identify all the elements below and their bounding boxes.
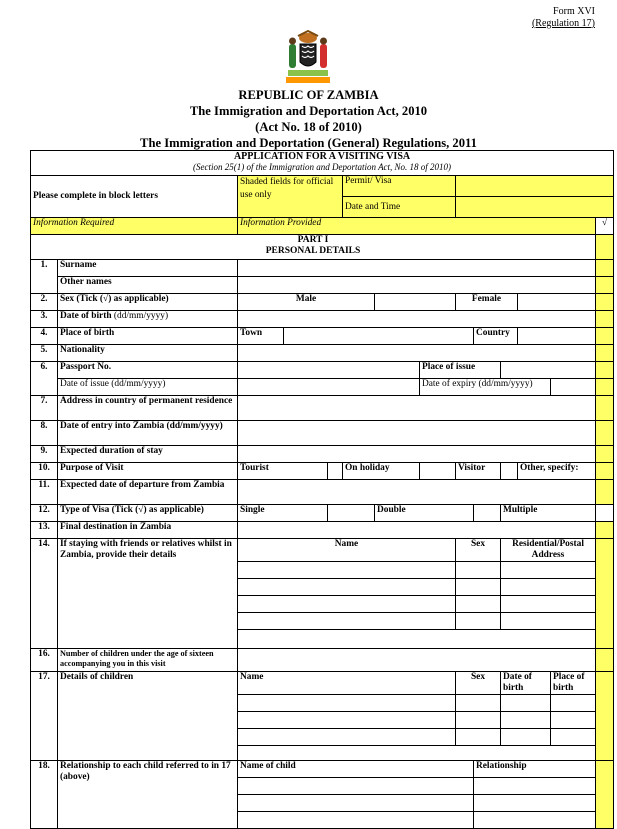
form-number-label: Form XVI xyxy=(553,6,595,17)
relationship-child-name-field[interactable] xyxy=(238,795,474,812)
relationship-field[interactable] xyxy=(474,795,596,812)
friends-relatives-label: If staying with friends or relatives whilst in Zambia, provide their details xyxy=(58,539,238,649)
tick-header: √ xyxy=(596,218,614,235)
friends-address-header: Residential/Postal Address xyxy=(501,539,596,562)
duration-of-stay-field[interactable] xyxy=(238,446,596,463)
row-number: 7. xyxy=(31,396,58,421)
multiple-tick-box[interactable] xyxy=(596,505,614,522)
children-count-field[interactable] xyxy=(238,649,596,672)
date-time-label: Date and Time xyxy=(343,197,456,218)
row-number: 4. xyxy=(31,328,58,345)
country-field[interactable] xyxy=(518,328,596,345)
child-name-col-header: Name of child xyxy=(238,761,474,778)
single-tick-box[interactable] xyxy=(328,505,375,522)
date-of-birth-format: (dd/mm/yyyy) xyxy=(113,311,169,321)
header-republic: REPUBLIC OF ZAMBIA xyxy=(238,88,379,102)
row-number: 1. xyxy=(31,260,58,294)
part-number: PART I xyxy=(297,235,329,245)
friend-name-field[interactable] xyxy=(238,562,456,579)
row-number: 11. xyxy=(31,480,58,505)
child-pob-field[interactable] xyxy=(551,729,596,746)
block-letters-note: Please complete in block letters xyxy=(31,176,238,218)
tick-cell xyxy=(596,311,614,328)
tick-cell xyxy=(596,294,614,311)
section-reference: (Section 25(1) of the Immigration and Deportation Act, No. 18 of 2010) xyxy=(193,162,452,172)
final-destination-field[interactable] xyxy=(238,522,596,539)
relationship-field[interactable] xyxy=(474,812,596,829)
friends-sex-header: Sex xyxy=(456,539,501,562)
passport-number-field[interactable] xyxy=(238,362,420,379)
sex-male-tick-box[interactable] xyxy=(375,294,456,311)
friend-sex-field[interactable] xyxy=(456,613,501,630)
date-of-birth-label-cell xyxy=(58,311,238,328)
friends-name-header: Name xyxy=(238,539,456,562)
row-number: 18. xyxy=(31,761,58,829)
date-of-issue-field[interactable] xyxy=(238,379,420,396)
relationship-col-header: Relationship xyxy=(474,761,596,778)
visa-type-label: Type of Visa (Tick (√) as applicable) xyxy=(58,505,238,522)
tick-cell xyxy=(596,345,614,362)
child-relationship-label: Relationship to each child referred to in 17 (above) xyxy=(58,761,238,829)
tick-cell xyxy=(596,761,614,829)
purpose-of-visit-label: Purpose of Visit xyxy=(58,463,238,480)
town-field[interactable] xyxy=(284,328,474,345)
tick-cell xyxy=(596,649,614,672)
visitor-tick-box[interactable] xyxy=(501,463,518,480)
children-details-label: Details of children xyxy=(58,672,238,761)
row-number: 12. xyxy=(31,505,58,522)
sex-female-option: Female xyxy=(456,294,518,311)
departure-date-label: Expected date of departure from Zambia xyxy=(58,480,238,505)
date-of-entry-label: Date of entry into Zambia (dd/mm/yyyy) xyxy=(58,421,238,446)
header-act-number: (Act No. 18 of 2010) xyxy=(255,120,362,134)
tick-cell xyxy=(596,421,614,446)
date-of-expiry-field[interactable] xyxy=(551,379,596,396)
permanent-address-label: Address in country of permanent residence xyxy=(58,396,238,421)
duration-of-stay-label: Expected duration of stay xyxy=(58,446,238,463)
surname-field[interactable] xyxy=(238,260,596,277)
tick-cell xyxy=(596,522,614,539)
row-number: 9. xyxy=(31,446,58,463)
nationality-field[interactable] xyxy=(238,345,596,362)
date-of-birth-label: Date of birth xyxy=(60,311,112,321)
form-title: APPLICATION FOR A VISITING VISA xyxy=(233,151,411,162)
visa-application-form xyxy=(30,150,614,829)
information-provided-header: Information Provided xyxy=(238,218,596,235)
child-dob-field[interactable] xyxy=(501,712,551,729)
multiple-option: Multiple xyxy=(501,505,596,522)
tick-cell xyxy=(596,277,614,294)
sex-male-option: Male xyxy=(238,294,375,311)
row-number: 13. xyxy=(31,522,58,539)
official-use-note: Shaded fields for official use only xyxy=(238,176,343,218)
friend-address-field[interactable] xyxy=(501,613,596,630)
relationship-field[interactable] xyxy=(474,778,596,795)
friend-name-field[interactable] xyxy=(238,596,456,613)
row-number: 17. xyxy=(31,672,58,761)
row-number: 8. xyxy=(31,421,58,446)
child-name-field[interactable] xyxy=(238,712,456,729)
zambia-coat-of-arms-icon xyxy=(278,30,338,86)
tick-cell xyxy=(596,672,614,761)
single-option: Single xyxy=(238,505,328,522)
country-label: Country xyxy=(474,328,518,345)
friend-address-field[interactable] xyxy=(501,596,596,613)
double-tick-box[interactable] xyxy=(474,505,501,522)
children-extra-space[interactable] xyxy=(238,746,596,761)
row-number: 3. xyxy=(31,311,58,328)
friends-extra-space[interactable] xyxy=(238,630,596,649)
information-required-header: Information Required xyxy=(31,218,238,235)
child-pob-field[interactable] xyxy=(551,695,596,712)
child-dob-header: Date of birth xyxy=(501,672,551,695)
row-number: 2. xyxy=(31,294,58,311)
town-label: Town xyxy=(238,328,284,345)
row-number: 5. xyxy=(31,345,58,362)
other-names-label: Other names xyxy=(58,277,238,294)
friend-address-field[interactable] xyxy=(501,579,596,596)
place-of-issue-label: Place of issue xyxy=(420,362,501,379)
tick-cell xyxy=(596,235,614,260)
child-sex-field[interactable] xyxy=(456,729,501,746)
child-sex-header: Sex xyxy=(456,672,501,695)
child-dob-field[interactable] xyxy=(501,695,551,712)
friend-name-field[interactable] xyxy=(238,579,456,596)
nationality-label: Nationality xyxy=(58,345,238,362)
double-option: Double xyxy=(375,505,474,522)
tick-cell xyxy=(596,396,614,421)
on-holiday-option: On holiday xyxy=(343,463,420,480)
permit-visa-label: Permit/ Visa xyxy=(343,176,456,197)
child-name-field[interactable] xyxy=(238,695,456,712)
on-holiday-tick-box[interactable] xyxy=(420,463,456,480)
child-sex-field[interactable] xyxy=(456,712,501,729)
friend-sex-field[interactable] xyxy=(456,562,501,579)
place-of-birth-label: Place of birth xyxy=(58,328,238,345)
tick-cell xyxy=(596,328,614,345)
part-heading-cell xyxy=(31,235,596,260)
row-number: 6. xyxy=(31,362,58,396)
child-name-header: Name xyxy=(238,672,456,695)
other-option: Other, specify: xyxy=(518,463,596,480)
form-number xyxy=(532,6,595,30)
row-number: 16. xyxy=(31,649,58,672)
passport-number-label: Passport No. xyxy=(58,362,238,379)
part-title: PERSONAL DETAILS xyxy=(265,246,361,256)
row-number: 14. xyxy=(31,539,58,649)
date-of-expiry-label: Date of expiry (dd/mm/yyyy) xyxy=(420,379,551,396)
child-sex-field[interactable] xyxy=(456,695,501,712)
tick-cell xyxy=(596,260,614,277)
date-of-birth-field[interactable] xyxy=(238,311,596,328)
relationship-child-name-field[interactable] xyxy=(238,778,474,795)
friend-sex-field[interactable] xyxy=(456,596,501,613)
tick-cell xyxy=(596,446,614,463)
date-time-field xyxy=(456,197,614,218)
child-dob-field[interactable] xyxy=(501,729,551,746)
child-place-of-birth-header: Place of birth xyxy=(551,672,596,695)
tourist-tick-box[interactable] xyxy=(328,463,343,480)
place-of-issue-field[interactable] xyxy=(501,362,596,379)
row-number: 10. xyxy=(31,463,58,480)
date-of-issue-label: Date of issue (dd/mm/yyyy) xyxy=(58,379,238,396)
children-count-label: Number of children under the age of sixteen accompanying you in this visit xyxy=(58,649,238,672)
sex-label: Sex (Tick (√) as applicable) xyxy=(58,294,238,311)
tick-cell xyxy=(596,480,614,505)
tick-cell xyxy=(596,379,614,396)
surname-label: Surname xyxy=(58,260,238,277)
tourist-option: Tourist xyxy=(238,463,328,480)
form-title-cell xyxy=(31,151,614,176)
departure-date-field[interactable] xyxy=(238,480,596,505)
tick-cell xyxy=(596,539,614,649)
tick-cell xyxy=(596,362,614,379)
regulation-link[interactable]: (Regulation 17) xyxy=(531,18,595,29)
tick-cell xyxy=(596,463,614,480)
relationship-child-name-field[interactable] xyxy=(238,812,474,829)
child-pob-field[interactable] xyxy=(551,712,596,729)
visitor-option: Visitor xyxy=(456,463,501,480)
friend-name-field[interactable] xyxy=(238,613,456,630)
child-name-field[interactable] xyxy=(238,729,456,746)
permanent-address-field[interactable] xyxy=(238,396,596,421)
friend-sex-field[interactable] xyxy=(456,579,501,596)
friend-address-field[interactable] xyxy=(501,562,596,579)
permit-visa-field xyxy=(456,176,614,197)
header-regulations: The Immigration and Deportation (General) Regulations, 2011 xyxy=(140,136,477,150)
date-of-entry-field[interactable] xyxy=(238,421,596,446)
other-names-field[interactable] xyxy=(238,277,596,294)
header-act: The Immigration and Deportation Act, 2010 xyxy=(189,104,428,118)
sex-female-tick-box[interactable] xyxy=(518,294,596,311)
final-destination-label: Final destination in Zambia xyxy=(58,522,238,539)
